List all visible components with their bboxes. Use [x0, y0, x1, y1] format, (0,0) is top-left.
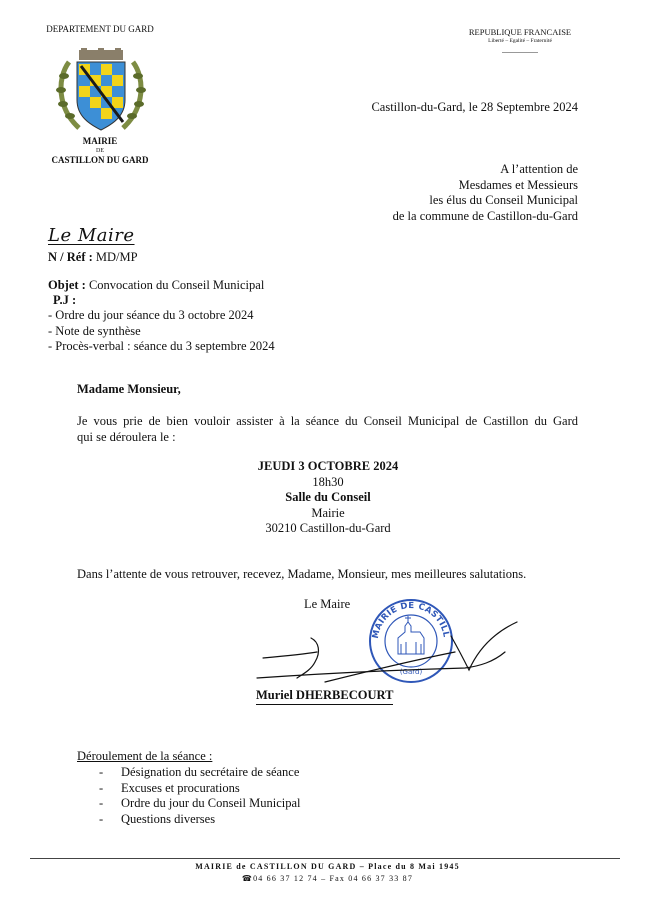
coat-of-arms-logo — [55, 48, 147, 136]
stamp-bottom-text: (Gard) — [399, 668, 423, 676]
pj-item: - Ordre du jour séance du 3 octobre 2024 — [48, 308, 254, 322]
recipient-line-3: les élus du Conseil Municipal — [429, 193, 578, 207]
footer-line-1: MAIRIE de CASTILLON DU GARD – Place du 8 Mai 1945 — [195, 862, 460, 871]
meeting-room: Salle du Conseil — [285, 490, 371, 504]
meeting-time: 18h30 — [312, 474, 344, 489]
signer-title: Le Maire — [304, 597, 351, 611]
motto-label: Liberté – Egalité – Fraternité — [488, 38, 552, 44]
agenda-list — [99, 765, 301, 827]
date-line: Castillon-du-Gard, le 28 Septembre 2024 — [371, 100, 578, 114]
department-label: DEPARTEMENT DU GARD — [46, 24, 154, 34]
agenda-item-label: Ordre du jour du Conseil Municipal — [121, 796, 301, 810]
list-item: - Questions diverses — [99, 811, 216, 826]
recipient-block — [393, 162, 578, 224]
list-item: - Excuses et procurations — [99, 780, 240, 795]
agenda-item-label: Excuses et procurations — [121, 780, 240, 795]
recipient-line-2: Mesdames et Messieurs — [458, 177, 578, 192]
svg-text:MAIRIE DE CASTILLON-DU-GARD: MAIRIE DE CASTILL — [370, 600, 451, 640]
footer-divider — [30, 858, 620, 859]
recipient-line-1: A l’attention de — [500, 162, 578, 176]
footer-line-2: 04 66 37 12 74 – Fax 04 66 37 33 87 — [253, 874, 414, 883]
pj-item: - Procès-verbal : séance du 3 septembre 2024 — [48, 339, 275, 353]
footer-line-2-row — [0, 874, 655, 883]
handwritten-signature — [255, 612, 525, 692]
meeting-place: Mairie — [311, 505, 345, 520]
body-line-2: qui se déroulera le : — [77, 430, 176, 444]
objet-line — [48, 278, 264, 293]
objet-label: Objet : — [48, 278, 86, 292]
list-item: - Ordre du jour du Conseil Municipal — [99, 796, 301, 810]
objet-value: Convocation du Conseil Municipal — [88, 278, 265, 292]
recipient-line-4: de la commune de Castillon-du-Gard — [392, 208, 578, 223]
reference-label: N / Réf : — [48, 250, 93, 264]
reference-value: MD/MP — [95, 250, 138, 264]
closing-line: Dans l’attente de vous retrouver, recevez, Madame, Monsieur, mes meilleures salutations. — [77, 567, 527, 581]
republic-label: REPUBLIQUE FRANCAISE — [468, 27, 572, 37]
pj-item: - Note de synthèse — [48, 323, 141, 338]
meeting-date: JEUDI 3 OCTOBRE 2024 — [257, 459, 399, 473]
meeting-block — [228, 459, 428, 537]
list-item: - Désignation du secrétaire de séance — [99, 765, 300, 779]
agenda-item-label: Désignation du secrétaire de séance — [121, 765, 300, 779]
body-line-1: Je vous prie de bien vouloir assister à la séance du Conseil Municipal de Castillon du Gard — [77, 414, 578, 428]
header-divider — [502, 52, 538, 53]
mairie-label: MAIRIE — [82, 136, 118, 146]
reference-line — [48, 250, 138, 265]
agenda-title: Déroulement de la séance : — [77, 749, 213, 763]
agenda-item-label: Questions diverses — [121, 811, 216, 826]
phone-icon: ☎ — [241, 874, 254, 883]
meeting-address: 30210 Castillon-du-Gard — [265, 521, 391, 535]
signature-title: Le Maire — [48, 225, 135, 246]
signer-name: Muriel DHERBECOURT — [256, 688, 393, 705]
pj-label: P.J : — [53, 293, 77, 307]
de-label: DE — [96, 148, 104, 154]
salutation: Madame Monsieur, — [77, 382, 181, 396]
pj-list — [48, 308, 275, 355]
town-label: CASTILLON DU GARD — [51, 155, 149, 165]
